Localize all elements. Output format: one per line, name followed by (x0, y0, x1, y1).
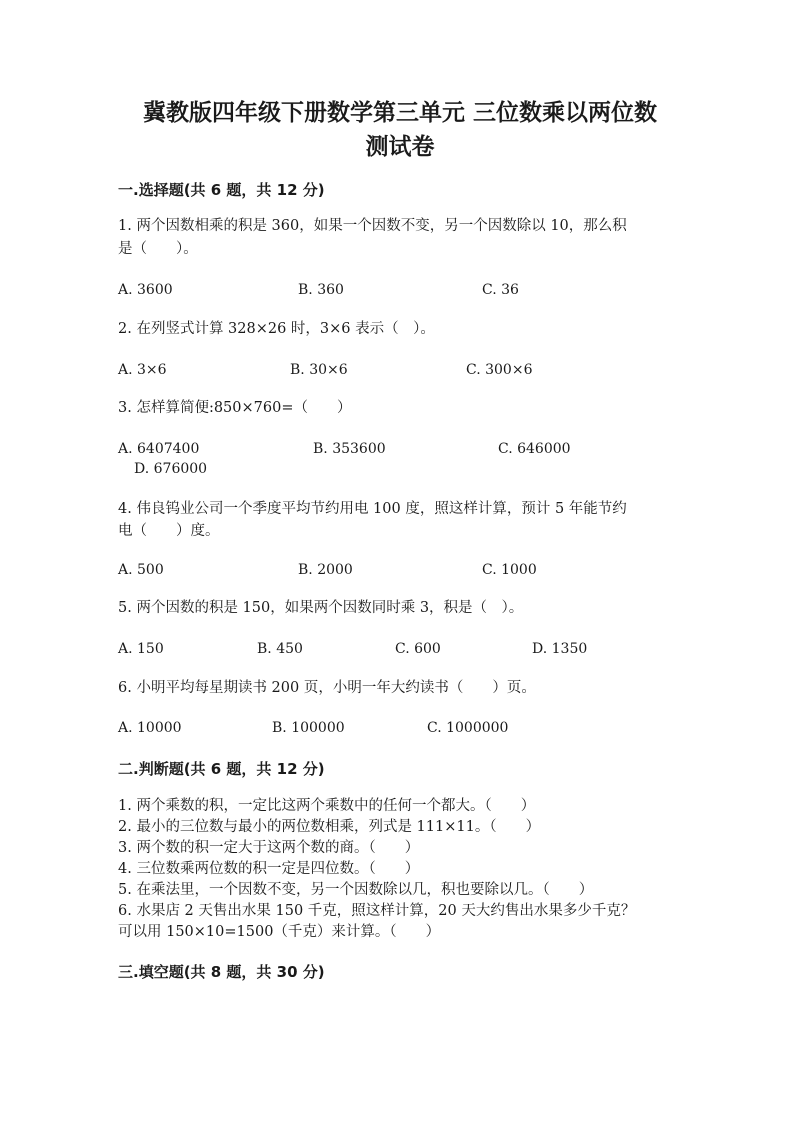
question-3-text: 3. 怎样算简便:850×760=（ ） (118, 400, 352, 416)
question-4-text-continued: 电（ ）度。 (118, 523, 220, 539)
question-6-option-a: A. 10000 (118, 720, 182, 736)
question-6-option-c: C. 1000000 (427, 720, 509, 736)
section-heading-fill: 三.填空题(共 8 题，共 30 分) (118, 963, 325, 981)
question-2-option-c: C. 300×6 (466, 362, 533, 378)
question-3-option-d: D. 676000 (134, 461, 208, 477)
judge-item-1: 1. 两个乘数的积，一定比这两个乘数中的任何一个都大。（ ） (118, 798, 536, 814)
judge-item-4: 4. 三位数乘两位数的积一定是四位数。（ ） (118, 861, 420, 877)
question-5-option-b: B. 450 (257, 641, 303, 657)
question-1-text: 1. 两个因数相乘的积是 360，如果一个因数不变，另一个因数除以 10，那么积 (118, 218, 627, 234)
question-3-option-b: B. 353600 (313, 441, 386, 457)
question-2-option-b: B. 30×6 (290, 362, 348, 378)
question-3-option-c: C. 646000 (498, 441, 571, 457)
judge-item-5: 5. 在乘法里，一个因数不变，另一个因数除以几，积也要除以几。（ ） (118, 882, 594, 898)
question-1-text-continued: 是（ ）。 (118, 241, 198, 257)
question-5-text: 5. 两个因数的积是 150，如果两个因数同时乘 3，积是（ ）。 (118, 600, 524, 616)
question-1-option-b: B. 360 (298, 282, 344, 298)
judge-item-6: 6. 水果店 2 天售出水果 150 千克，照这样计算，20 天大约售出水果多少千克？ (118, 903, 636, 919)
question-1-option-c: C. 36 (482, 282, 519, 298)
judge-item-6-continued: 可以用 150×10=1500（千克）来计算。（ ） (118, 924, 441, 940)
question-4-option-b: B. 2000 (298, 562, 353, 578)
section-heading-judge: 二.判断题(共 6 题，共 12 分) (118, 760, 325, 778)
section-heading-choice: 一.选择题(共 6 题，共 12 分) (118, 181, 325, 199)
page-title: 冀教版四年级下册数学第三单元 三位数乘以两位数 (142, 100, 657, 126)
question-5-option-d: D. 1350 (532, 641, 588, 657)
question-4-option-a: A. 500 (118, 562, 164, 578)
page-title-continued: 测试卷 (365, 134, 435, 160)
question-1-option-a: A. 3600 (118, 282, 173, 298)
question-4-option-c: C. 1000 (482, 562, 537, 578)
judge-item-3: 3. 两个数的积一定大于这两个数的商。（ ） (118, 840, 420, 856)
judge-item-2: 2. 最小的三位数与最小的两位数相乘，列式是 111×11。（ ） (118, 819, 541, 835)
question-4-text: 4. 伟良钨业公司一个季度平均节约用电 100 度，照这样计算，预计 5 年能节约 (118, 501, 627, 517)
question-3-option-a: A. 6407400 (118, 441, 200, 457)
question-5-option-a: A. 150 (118, 641, 164, 657)
question-2-option-a: A. 3×6 (118, 362, 167, 378)
question-6-option-b: B. 100000 (272, 720, 345, 736)
question-5-option-c: C. 600 (395, 641, 441, 657)
question-6-text: 6. 小明平均每星期读书 200 页，小明一年大约读书（ ）页。 (118, 680, 536, 696)
question-2-text: 2. 在列竖式计算 328×26 时，3×6 表示（ ）。 (118, 321, 435, 337)
